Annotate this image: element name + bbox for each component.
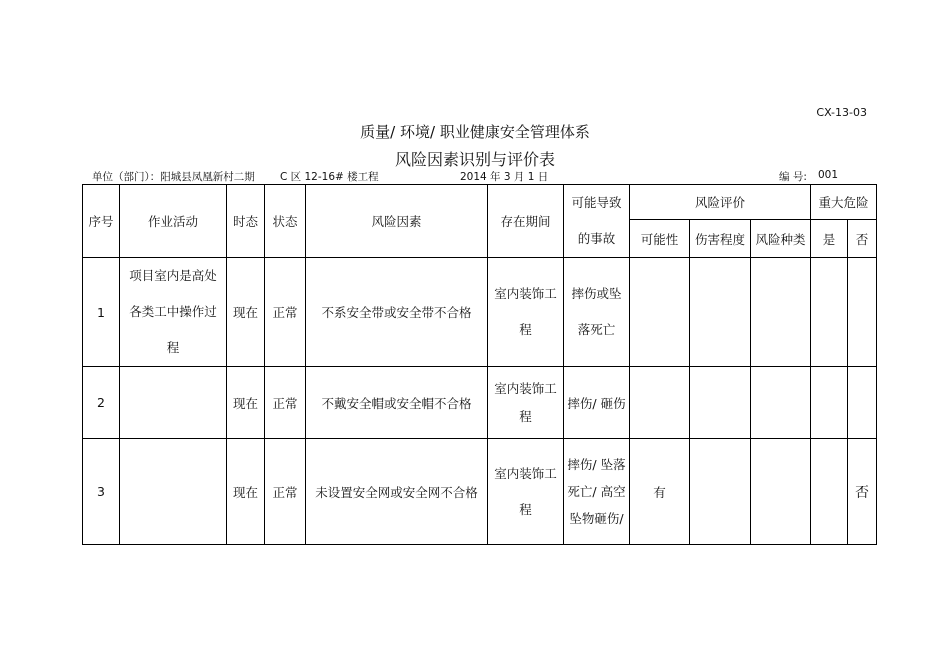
cell-activity-line: 项目室内是高处 <box>129 268 217 283</box>
header-seq: 序号 <box>83 185 120 258</box>
cell-yes <box>811 439 848 545</box>
header-period: 存在期间 <box>488 185 564 258</box>
header-no: 否 <box>848 220 877 258</box>
cell-period-line: 室内装饰工 <box>494 465 557 481</box>
header-severity: 伤害程度 <box>690 220 751 258</box>
cell-accident-line: 坠物砸伤/ <box>569 511 624 526</box>
number-label: 编 号: <box>779 171 807 183</box>
header-factor: 风险因素 <box>306 185 488 258</box>
header-tense: 时态 <box>227 185 265 258</box>
header-major-hazard: 重大危险 <box>811 185 877 220</box>
form-title: 风险因素识别与评价表 <box>394 150 555 169</box>
cell-seq: 2 <box>83 367 120 439</box>
cell-severity <box>690 367 751 439</box>
table-row <box>83 367 877 439</box>
header-activity: 作业活动 <box>120 185 227 258</box>
cell-factor: 不系安全带或安全带不合格 <box>306 258 488 367</box>
cell-tense: 现在 <box>227 258 265 367</box>
table-row <box>83 439 877 545</box>
number-value: 001 <box>818 169 839 181</box>
cell-period <box>488 439 564 545</box>
cell-activity <box>120 258 227 367</box>
table-row <box>83 258 877 367</box>
cell-activity <box>120 367 227 439</box>
cell-state: 正常 <box>265 439 306 545</box>
cell-period-line: 室内装饰工 <box>494 380 557 396</box>
cell-period-line: 室内装饰工 <box>494 286 557 301</box>
cell-tense: 现在 <box>227 367 265 439</box>
cell-yes <box>811 367 848 439</box>
cell-severity <box>690 439 751 545</box>
cell-severity <box>690 258 751 367</box>
header-category: 风险种类 <box>751 220 811 258</box>
cell-period-line: 程 <box>519 322 532 337</box>
risk-table <box>82 184 877 545</box>
header-accident <box>564 185 630 258</box>
cell-tense: 现在 <box>227 439 265 545</box>
cell-accident <box>564 367 630 439</box>
cell-period-line: 程 <box>519 408 532 424</box>
cell-category <box>751 439 811 545</box>
project-name: C 区 12-16# 楼工程 <box>280 171 379 183</box>
cell-no <box>848 367 877 439</box>
cell-no <box>848 258 877 367</box>
cell-accident-line: 落死亡 <box>577 322 616 337</box>
cell-category <box>751 258 811 367</box>
cell-accident-line: 死亡/ 高空 <box>567 484 626 499</box>
cell-state: 正常 <box>265 367 306 439</box>
cell-possibility <box>630 367 690 439</box>
cell-possibility: 有 <box>630 439 690 545</box>
unit-label: 单位（部门）：阳城县凤凰新村二期 <box>92 171 255 183</box>
cell-period <box>488 258 564 367</box>
cell-accident-line: 摔伤/ 砸伤 <box>567 395 626 411</box>
cell-period <box>488 367 564 439</box>
cell-state: 正常 <box>265 258 306 367</box>
cell-possibility <box>630 258 690 367</box>
cell-accident-line: 摔伤/ 坠落 <box>567 457 626 472</box>
cell-seq: 1 <box>83 258 120 367</box>
cell-accident <box>564 258 630 367</box>
cell-category <box>751 367 811 439</box>
document-title: 质量/ 环境/ 职业健康安全管理体系 <box>360 123 590 141</box>
cell-activity <box>120 439 227 545</box>
cell-accident-line: 摔伤或坠 <box>571 286 622 301</box>
cell-activity-line: 程 <box>166 340 180 355</box>
header-yes: 是 <box>811 220 848 258</box>
cell-yes <box>811 258 848 367</box>
cell-seq: 3 <box>83 439 120 545</box>
header-risk-evaluation: 风险评价 <box>630 185 811 220</box>
form-date: 2014 年 3 月 1 日 <box>460 171 549 183</box>
header-possibility: 可能性 <box>630 220 690 258</box>
cell-accident <box>564 439 630 545</box>
header-accident-line-2: 的事故 <box>577 231 616 246</box>
header-state: 状态 <box>265 185 306 258</box>
cell-no: 否 <box>848 439 877 545</box>
cell-period-line: 程 <box>519 501 532 517</box>
cell-factor: 未设置安全网或安全网不合格 <box>306 439 488 545</box>
header-accident-line-1: 可能导致 <box>571 195 622 210</box>
document-code: CX-13-03 <box>816 106 867 119</box>
cell-activity-line: 各类工中操作过 <box>129 304 217 319</box>
cell-factor: 不戴安全帽或安全帽不合格 <box>306 367 488 439</box>
